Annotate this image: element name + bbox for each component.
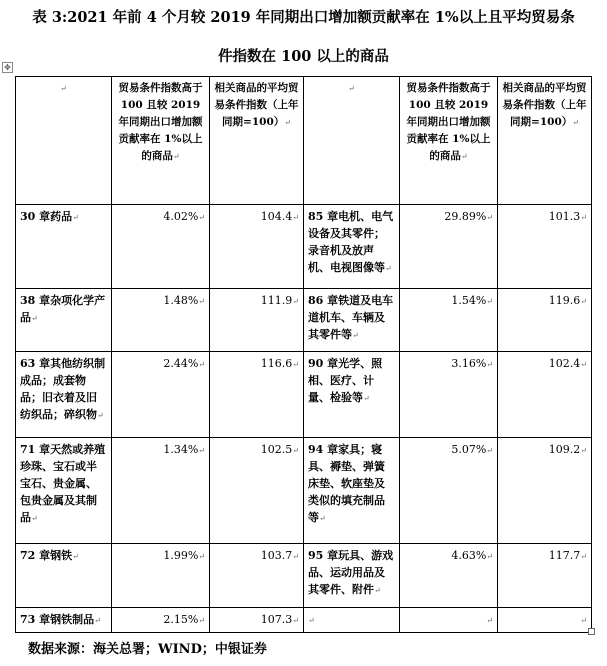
right-share-cell: 4.63%↵ <box>400 544 498 608</box>
right-index-cell: 119.6↵ <box>498 289 592 352</box>
right-index-cell: 102.4↵ <box>498 352 592 438</box>
table-row <box>16 544 592 608</box>
left-index-cell: 111.9↵ <box>210 289 304 352</box>
left-share-cell: 1.48%↵ <box>112 289 210 352</box>
left-share-cell: 2.44%↵ <box>112 352 210 438</box>
table-row <box>16 352 592 438</box>
left-share-cell: 2.15%↵ <box>112 608 210 633</box>
right-index-cell: 101.3↵ <box>498 205 592 289</box>
right-category-cell: 86 章铁道及电车道机车、车辆及其零件等↵ <box>304 289 400 352</box>
left-index-cell: 102.5↵ <box>210 438 304 544</box>
left-index-cell: 103.7↵ <box>210 544 304 608</box>
header-cell-blank-left: ↵ <box>16 77 112 205</box>
table-resize-handle[interactable] <box>588 628 595 635</box>
table-title-line2: 件指数在 100 以上的商品 <box>218 48 389 65</box>
left-category-cell: 73 章钢铁制品↵ <box>16 608 112 633</box>
right-share-cell: 29.89%↵ <box>400 205 498 289</box>
left-category-cell: 38 章杂项化学产品↵ <box>16 289 112 352</box>
left-share-cell: 1.99%↵ <box>112 544 210 608</box>
left-index-cell: 104.4↵ <box>210 205 304 289</box>
right-category-cell: 94 章家具；寝具、褥垫、弹簧床垫、软座垫及类似的填充制品等↵ <box>304 438 400 544</box>
table-move-handle-icon[interactable]: ✥ <box>2 62 13 73</box>
header-cell-index-left: 相关商品的平均贸易条件指数（上年同期=100）↵ <box>210 77 304 205</box>
right-index-cell: ↵ <box>498 608 592 633</box>
trade-terms-table <box>15 76 592 633</box>
right-share-cell: 3.16%↵ <box>400 352 498 438</box>
left-index-cell: 116.6↵ <box>210 352 304 438</box>
left-category-cell: 30 章药品↵ <box>16 205 112 289</box>
left-index-cell: 107.3↵ <box>210 608 304 633</box>
left-share-cell: 1.34%↵ <box>112 438 210 544</box>
data-source-note: 数据来源：海关总署；WIND；中银证券 <box>28 642 267 657</box>
table-row <box>16 438 592 544</box>
header-cell-index-right: 相关商品的平均贸易条件指数（上年同期=100）↵ <box>498 77 592 205</box>
table-header-row <box>16 77 592 205</box>
header-cell-blank-right: ↵ <box>304 77 400 205</box>
right-index-cell: 109.2↵ <box>498 438 592 544</box>
right-share-cell: ↵ <box>400 608 498 633</box>
right-category-cell: ↵ <box>304 608 400 633</box>
table-title-line1: 表 3:2021 年前 4 个月较 2019 年同期出口增加额贡献率在 1%以上且平均贸易条 <box>32 9 575 26</box>
left-category-cell: 63 章其他纺织制成品；成套物品；旧衣着及旧纺织品；碎织物↵ <box>16 352 112 438</box>
table-row <box>16 289 592 352</box>
right-category-cell: 90 章光学、照相、医疗、计量、检验等↵ <box>304 352 400 438</box>
right-share-cell: 5.07%↵ <box>400 438 498 544</box>
header-cell-share-right: 贸易条件指数高于 100 且较 2019 年同期出口增加额贡献率在 1%以上的商品↵ <box>400 77 498 205</box>
right-index-cell: 117.7↵ <box>498 544 592 608</box>
table-row <box>16 608 592 633</box>
left-category-cell: 71 章天然或养殖珍珠、宝石或半宝石、贵金属、包贵金属及其制品↵ <box>16 438 112 544</box>
right-share-cell: 1.54%↵ <box>400 289 498 352</box>
table-row <box>16 205 592 289</box>
right-category-cell: 95 章玩具、游戏品、运动用品及其零件、附件↵ <box>304 544 400 608</box>
left-category-cell: 72 章钢铁↵ <box>16 544 112 608</box>
right-category-cell: 85 章电机、电气设备及其零件；录音机及放声机、电视图像等↵ <box>304 205 400 289</box>
left-share-cell: 4.02%↵ <box>112 205 210 289</box>
header-cell-share-left: 贸易条件指数高于 100 且较 2019 年同期出口增加额贡献率在 1%以上的商品↵ <box>112 77 210 205</box>
